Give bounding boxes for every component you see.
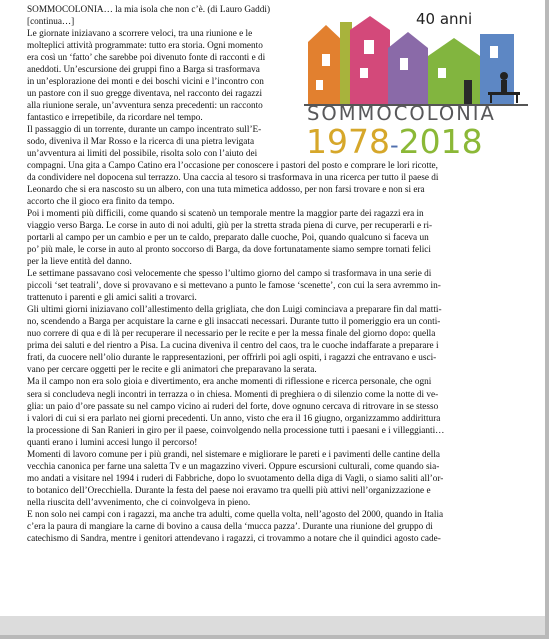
full-width-column bbox=[27, 160, 513, 545]
text-line: Leonardo che si era nascosto su un albero, con una tuta mimetica addosso, per non farsi trovare e non si era bbox=[27, 185, 425, 196]
text-line: aneddoti. Un’escursione dei gruppi fino a Barga si trasformava bbox=[27, 65, 260, 76]
text-line: Ma il campo non era solo gioia e divertimento, era anche momenti di riflessione e ricerca personale, che ogni bbox=[27, 377, 432, 388]
continua-marker: [continua…] bbox=[27, 17, 75, 28]
text-line: catechismo di Sandra, mentre i genitori attendevano i ragazzi, ci trovammo a notare che il quindici agosto cade- bbox=[27, 533, 441, 544]
bottom-strip bbox=[0, 616, 545, 635]
text-line: da condividere nel dopocena sul terrazzo. Una caccia al tesoro si trasformava in una ricerca per tutto il paese di bbox=[27, 173, 439, 184]
narrow-column bbox=[27, 28, 513, 160]
text-line: nuo correre di qua e di là per recuperare il necessario per le recite e per la messa finale del giorno dopo: quella bbox=[27, 329, 436, 340]
text-line: portarli al campo per un cambio e per un te caldo, preparato dalle cuoche, Poi, quando qualcuno si faceva un bbox=[27, 233, 429, 244]
text-line: nella riuscita dell’avvenimento, che ci coinvolgeva in pieno. bbox=[27, 497, 251, 508]
text-line: Poi i momenti più difficili, come quando si scatenò un temporale mentre la maggior parte dei ragazzi era in bbox=[27, 209, 424, 220]
text-line: to botanico dell’Orecchiella. Durante la festa del paese noi eravamo tra quelli più attivi nell’organizzazione e bbox=[27, 485, 431, 496]
text-line: Momenti di lavoro comune per i più grandi, nel sistemare e migliorare le pareti e i pavimenti delle cantine della bbox=[27, 449, 441, 460]
text-line: Le settimane passavano così velocemente che spesso l’ultimo giorno del campo si trasformava in una serie di bbox=[27, 269, 432, 280]
text-line: E non solo nei campi con i ragazzi, ma anche tra adulti, come quella volta, nell’agosto del 2000, quando in Italia bbox=[27, 509, 444, 520]
text-line: Le giornate iniziavano a scorrere veloci, tra una riunione e le bbox=[27, 29, 253, 40]
text-line: piccoli ‘set teatrali’, dove si provavano e si mettevano a punto le famose ‘scenette’, con cui la sera avremmo in- bbox=[27, 281, 441, 292]
text-line: in un’esplorazione dei monti e dei boschi vicini e l’incontro con bbox=[27, 77, 264, 88]
text-line: i valori di cui si era parlato nei giorni precedenti. Un anno, visto che era il 16 giugno, organizzammo addirittura bbox=[27, 413, 441, 424]
text-line: quanti erano i lumini accesi lungo il percorso! bbox=[27, 437, 198, 448]
text-line: glia: un paio d’ore passate su nel campo vicino ai ruderi del forte, dove ognuno cercava di ritrovare in se stesso bbox=[27, 401, 439, 412]
text-line: Il passaggio di un torrente, durante un campo incentrato sull’E- bbox=[27, 125, 262, 136]
text-line: un pastore con il suo gregge diventava, nel racconto dei ragazzi bbox=[27, 89, 263, 100]
text-line: compagni. Una gita a Campo Catino era l’occasione per conoscere i pastori del posto e comprare le lori ricotte, bbox=[27, 161, 438, 172]
text-line: no, scendendo a Barga per acquistare la carne e gli insaccati necessari. Durante tutto il pomeriggio era un conti- bbox=[27, 317, 441, 328]
article-title: SOMMOCOLONIA bbox=[27, 5, 104, 15]
article-body bbox=[27, 4, 513, 545]
article-subtitle: … la mia isola che non c’è. (di Lauro Gaddi) bbox=[103, 5, 271, 15]
year-start: 1978 bbox=[306, 122, 390, 161]
year-separator: - bbox=[389, 131, 399, 159]
logo-name: SOMMOCOLONIA bbox=[307, 102, 496, 125]
text-line: po’ più male, le corse in auto al pronto soccorso di Barga, da dove fortunatamente siamo sempre tornati felici bbox=[27, 245, 431, 256]
text-line: Gli ultimi giorni iniziavano coll’allestimento della grigliata, che don Luigi cominciava a preparare fin dal matti- bbox=[27, 305, 442, 316]
text-line: mo andati a visitare nel 1994 i ruderi di Fabbriche, dopo lo svuotamento della diga di Vagli, o siamo saliti all’or- bbox=[27, 473, 444, 484]
text-line: vecchia canonica per farne una saletta Tv e un magazzino viveri. Oppure escursioni culturali, come quando sia- bbox=[27, 461, 440, 472]
text-line: la processione di San Ranieri in giro per il paese, coinvolgendo nella processione tutti i paesani e i villeggianti… bbox=[27, 425, 445, 436]
text-line: fantastico e irrepetibile, da ricordare nel tempo. bbox=[27, 113, 203, 124]
text-line: vano per cercare oggetti per le recite e gli animatori che preparavano la serata. bbox=[27, 365, 317, 376]
text-line: alla riunione serale, un’avventura senza precedenti: un racconto bbox=[27, 101, 263, 112]
text-line: frati, da cuocere nell’olio durante le rappresentazioni, per offrirli poi agli ospiti, i ragazzi che entravano e usci- bbox=[27, 353, 437, 364]
text-line: era così un ‘fatto’ che sarebbe poi divenuto fonte di racconti e di bbox=[27, 53, 266, 64]
text-line: prima dei saluti e del rientro a Pisa. La cucina diveniva il centro del caos, tra le cuoche indaffarate a preparare i bbox=[27, 341, 439, 352]
text-line: molteplici attività programmate: tutto era storia. Ogni momento bbox=[27, 41, 263, 52]
year-end: 2018 bbox=[398, 122, 483, 161]
anniversary-label: 40 anni bbox=[416, 10, 473, 28]
bench-leg bbox=[516, 95, 518, 103]
text-line: un’avventura ai limiti del possibile, risolta solo con l’aiuto dei bbox=[27, 149, 258, 160]
text-line: trattenuto i parenti e gli amici saliti a trovarci. bbox=[27, 293, 197, 304]
text-line: per la lieve entità del danno. bbox=[27, 257, 132, 268]
text-line: c’era la paura di mangiare la carne di bovino a causa della ‘mucca pazza’. Durante una riunione del gruppo di bbox=[27, 521, 433, 532]
text-line: sodo, diveniva il Mar Rosso e la ricerca di una pietra levigata bbox=[27, 137, 255, 148]
article-title-line bbox=[27, 4, 305, 16]
text-line: accorto che il gioco era finito da tempo. bbox=[27, 197, 175, 208]
text-line: sera si concludeva negli incontri in terrazza o in chiesa. Momenti di preghiera o di silenzio come la notte di ve- bbox=[27, 389, 439, 400]
text-line: viaggio verso Barga. Le corse in auto di noi adulti, giù per la stretta strada piena di curve, per recuperarli e ri- bbox=[27, 221, 433, 232]
